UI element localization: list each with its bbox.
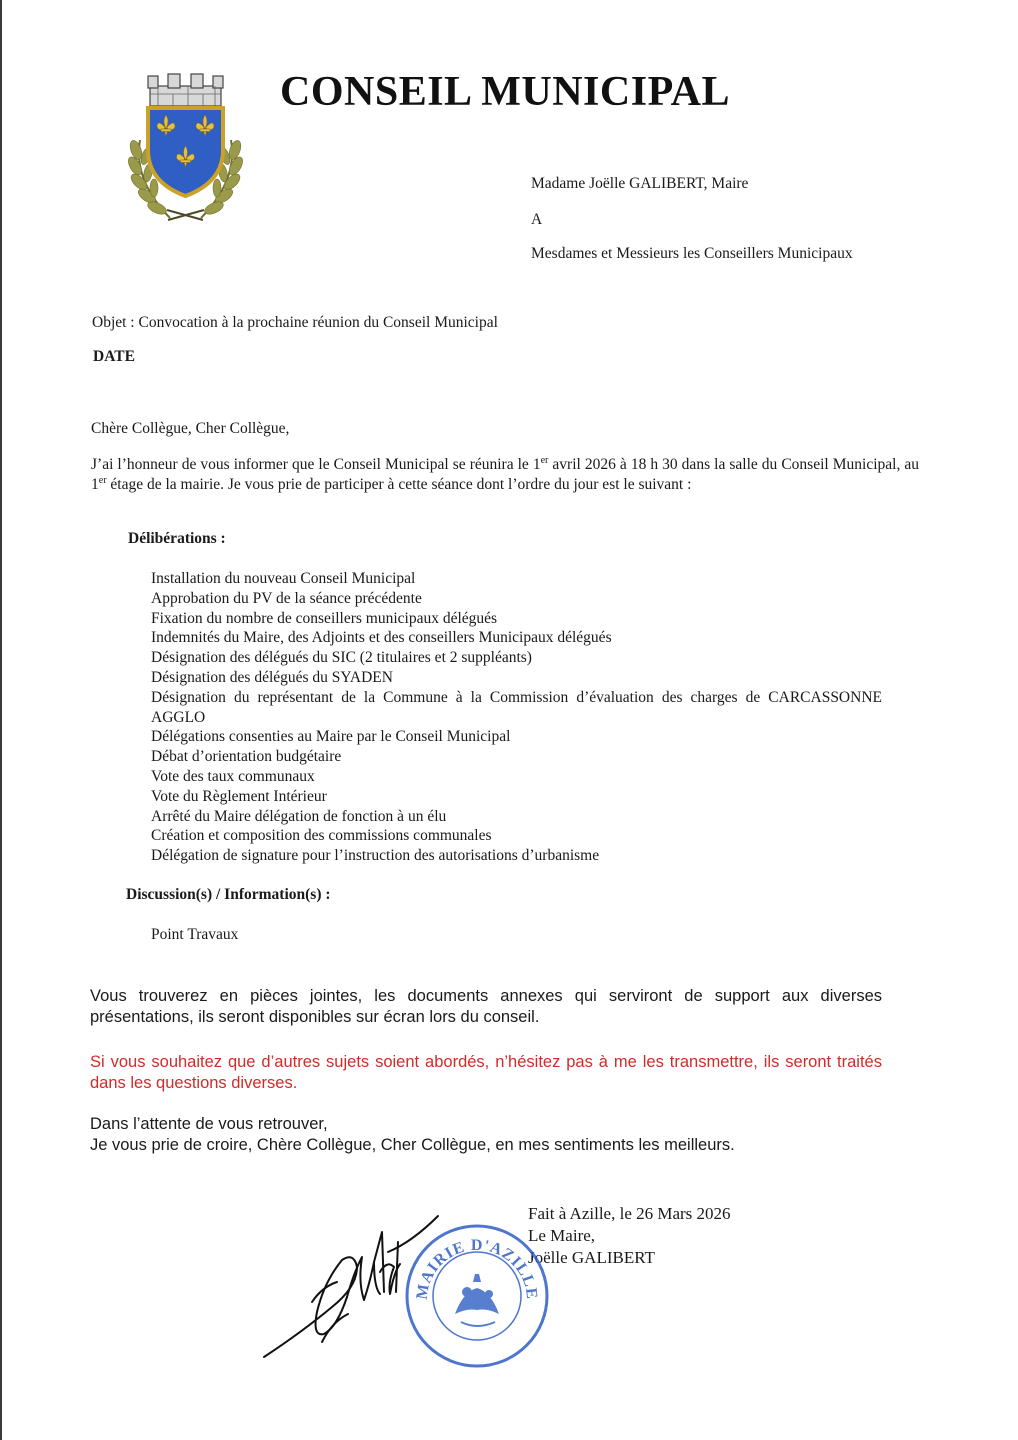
list-item: Débat d’orientation budgétaire	[151, 748, 342, 766]
svg-text:MAIRIE D'AZILLE: MAIRIE D'AZILLE	[413, 1236, 541, 1301]
coat-of-arms-icon	[118, 70, 253, 230]
page-title: CONSEIL MUNICIPAL	[280, 69, 730, 115]
other-topics-paragraph: Si vous souhaitez que d’autres sujets soient abordés, n’hésitez pas à me les transmettre, ils seront traités dans les questions diverses.	[90, 1053, 882, 1092]
mairie-stamp	[403, 1222, 551, 1370]
annexes-paragraph: Vous trouverez en pièces jointes, les documents annexes qui serviront de support aux diverses présentations, ils seront disponibles sur écran lors du conseil.	[90, 987, 882, 1026]
list-item: Fixation du nombre de conseillers municipaux délégués	[151, 609, 498, 627]
closing-line: Je vous prie de croire, Chère Collègue, Cher Collègue, en mes sentiments les meilleurs.	[90, 1136, 735, 1154]
signer-role: Le Maire,	[528, 1226, 596, 1245]
list-item: Création et composition des commissions communales	[151, 827, 492, 845]
recipient-prefix: A	[531, 211, 543, 228]
deliberations-list	[151, 569, 882, 866]
date-label: DATE	[93, 348, 135, 365]
sender-line: Madame Joëlle GALIBERT, Maire	[531, 175, 749, 192]
list-item: Désignation des délégués du SYADEN	[151, 668, 393, 686]
list-item: Désignation des délégués du SIC (2 titulaires et 2 suppléants)	[151, 649, 532, 667]
list-item: Désignation du représentant de la Commune à la Commission d’évaluation des charges de CARCASSONNE AGGLO	[151, 688, 882, 726]
list-item: Vote des taux communaux	[151, 767, 315, 785]
list-item: Approbation du PV de la séance précédente	[151, 589, 422, 607]
subject-line: Objet : Convocation à la prochaine réunion du Conseil Municipal	[92, 314, 498, 331]
page-left-edge	[0, 0, 2, 1440]
list-item: Délégation de signature pour l’instruction des autorisations d’urbanisme	[151, 847, 600, 865]
list-item: Installation du nouveau Conseil Municipal	[151, 570, 416, 587]
deliberations-heading: Délibérations :	[128, 530, 226, 547]
place-date: Fait à Azille, le 26 Mars 2026	[528, 1204, 731, 1223]
intro-paragraph: J’ai l’honneur de vous informer que le Conseil Municipal se réunira le 1er avril 2026 à 18 h 30 dans la salle du Conseil Municipal, au 1er étage de la mairie. Je vous prie de participer à cette séance dont l’ordre du jour est le suivant :	[91, 454, 919, 493]
closing-text	[90, 1114, 735, 1156]
discussion-item: Point Travaux	[151, 926, 239, 943]
stamp-emblem-icon	[455, 1274, 499, 1326]
signer-name: Joëlle GALIBERT	[528, 1248, 655, 1267]
list-item: Vote du Règlement Intérieur	[151, 787, 327, 805]
discussions-heading: Discussion(s) / Information(s) :	[126, 886, 331, 903]
list-item: Délégations consenties au Maire par le Conseil Municipal	[151, 728, 511, 746]
list-item: Indemnités du Maire, des Adjoints et des conseillers Municipaux délégués	[151, 629, 612, 647]
mural-crown-icon	[148, 74, 223, 106]
recipients-line: Mesdames et Messieurs les Conseillers Municipaux	[531, 245, 853, 262]
signature-block	[528, 1203, 731, 1269]
greeting: Chère Collègue, Cher Collègue,	[91, 420, 290, 437]
list-item: Arrêté du Maire délégation de fonction à un élu	[151, 807, 447, 825]
closing-line: Dans l’attente de vous retrouver,	[90, 1115, 328, 1133]
